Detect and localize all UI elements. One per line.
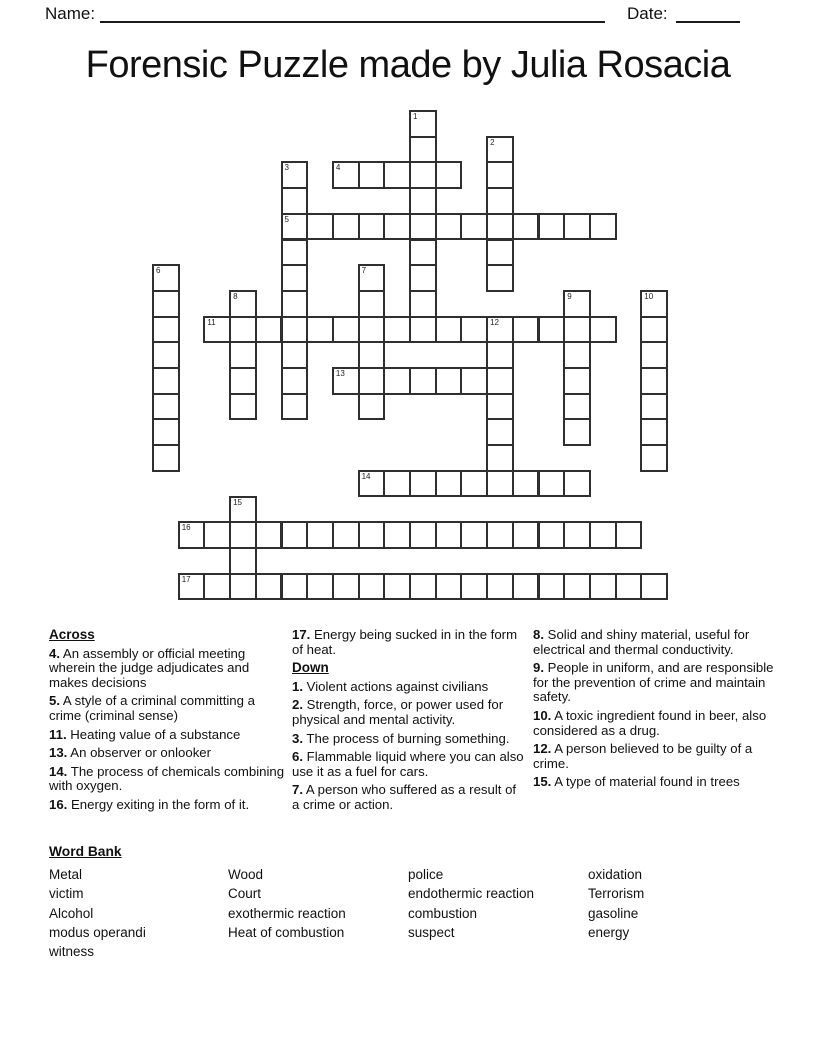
grid-cell[interactable] xyxy=(409,264,437,292)
clue-column xyxy=(533,628,779,794)
grid-cell[interactable] xyxy=(486,161,514,189)
grid-cell[interactable] xyxy=(563,573,591,601)
grid-cell[interactable] xyxy=(563,213,591,241)
grid-cell[interactable] xyxy=(486,367,514,395)
grid-cell[interactable] xyxy=(358,264,386,292)
grid-cell[interactable] xyxy=(563,393,591,421)
word-bank-item: combustion xyxy=(408,905,478,921)
word-bank-item: endothermic reaction xyxy=(408,886,535,902)
grid-cell[interactable] xyxy=(306,521,334,549)
grid-cell[interactable] xyxy=(409,187,437,215)
cell-number: 3 xyxy=(284,163,289,173)
clue-item: 13. An observer or onlooker xyxy=(49,745,212,761)
grid-cell[interactable] xyxy=(255,316,283,344)
word-bank-heading: Word Bank xyxy=(49,844,122,859)
cell-number: 10 xyxy=(644,291,654,301)
grid-cell[interactable] xyxy=(409,290,437,318)
grid-cell[interactable] xyxy=(460,470,488,498)
word-bank-item: Heat of combustion xyxy=(228,924,345,940)
grid-cell[interactable] xyxy=(435,521,463,549)
clue-number: 6. xyxy=(292,749,303,765)
clue-number: 10. xyxy=(533,707,552,723)
grid-cell[interactable] xyxy=(486,239,514,267)
grid-cell[interactable] xyxy=(358,521,386,549)
grid-cell[interactable] xyxy=(332,367,360,395)
clue-number: 8. xyxy=(533,627,544,642)
grid-cell[interactable] xyxy=(640,367,668,395)
grid-cell[interactable] xyxy=(563,470,591,498)
cell-number: 5 xyxy=(284,214,289,224)
grid-cell[interactable] xyxy=(589,521,617,549)
grid-cell[interactable] xyxy=(229,316,257,344)
grid-cell[interactable] xyxy=(640,393,668,421)
grid-cell[interactable] xyxy=(358,470,386,498)
clue-number: 12. xyxy=(533,741,552,757)
clue-number: 15. xyxy=(533,774,552,790)
grid-cell[interactable] xyxy=(152,444,180,472)
clue-item: 9. People in uniform, and are responsible for the prevention of crime and maintain safety. xyxy=(533,660,774,705)
grid-cell[interactable] xyxy=(152,367,180,395)
word-bank-item: victim xyxy=(49,886,84,902)
grid-cell[interactable] xyxy=(203,316,231,344)
cell-number: 1 xyxy=(413,112,418,121)
grid-cell[interactable] xyxy=(435,316,463,344)
grid-cell[interactable] xyxy=(306,573,334,601)
word-bank-item: Wood xyxy=(228,867,264,882)
grid-cell[interactable] xyxy=(383,521,411,549)
grid-cell[interactable] xyxy=(152,264,180,292)
grid-cell[interactable] xyxy=(229,367,257,395)
name-label: Name: xyxy=(45,4,96,23)
clue-item: 10. A toxic ingredient found in beer, also considered as a drug. xyxy=(533,707,767,738)
grid-cell[interactable] xyxy=(255,573,283,601)
grid-cell[interactable] xyxy=(383,470,411,498)
grid-cell[interactable] xyxy=(358,367,386,395)
grid-cell[interactable] xyxy=(152,341,180,369)
grid-cell[interactable] xyxy=(589,573,617,601)
cell-number: 9 xyxy=(567,291,572,301)
clue-number: 7. xyxy=(292,782,303,798)
grid-cell[interactable] xyxy=(332,213,360,241)
grid-cell[interactable] xyxy=(332,573,360,601)
grid-cell[interactable] xyxy=(538,213,566,241)
grid-cell[interactable] xyxy=(486,136,514,164)
grid-cell[interactable] xyxy=(358,393,386,421)
grid-cell[interactable] xyxy=(229,573,257,601)
grid-cell[interactable] xyxy=(332,521,360,549)
cell-number: 13 xyxy=(335,369,345,378)
grid-cell[interactable] xyxy=(281,521,309,549)
clue-number: 9. xyxy=(533,660,544,676)
grid-cell[interactable] xyxy=(589,213,617,241)
grid-cell[interactable] xyxy=(486,341,514,369)
cell-number: 17 xyxy=(181,574,191,584)
clue-number: 13. xyxy=(49,745,68,761)
grid-cell[interactable] xyxy=(486,521,514,549)
grid-cell[interactable] xyxy=(563,341,591,369)
word-bank-column xyxy=(228,865,408,961)
word-bank-item: Court xyxy=(228,886,262,902)
grid-cell[interactable] xyxy=(281,161,309,189)
date-label: Date: xyxy=(627,4,668,23)
grid-cell[interactable] xyxy=(460,316,488,344)
grid-cell[interactable] xyxy=(563,367,591,395)
grid-cell[interactable] xyxy=(538,470,566,498)
word-bank-item: exothermic reaction xyxy=(228,905,346,921)
grid-cell[interactable] xyxy=(306,213,334,241)
grid-cell[interactable] xyxy=(486,573,514,601)
grid-cell[interactable] xyxy=(383,161,411,189)
clue-item: 12. A person believed to be guilty of a crime. xyxy=(533,741,753,771)
grid-cell[interactable] xyxy=(589,316,617,344)
grid-cell[interactable] xyxy=(435,367,463,395)
grid-cell[interactable] xyxy=(178,521,206,549)
cell-number: 16 xyxy=(181,523,191,533)
grid-cell[interactable] xyxy=(640,444,668,472)
clue-item: 16. Energy exiting in the form of it. xyxy=(49,796,250,812)
grid-cell[interactable] xyxy=(435,161,463,189)
word-bank-item: police xyxy=(408,867,444,882)
grid-cell[interactable] xyxy=(358,341,386,369)
clue-number: 3. xyxy=(292,730,303,746)
grid-cell[interactable] xyxy=(460,573,488,601)
grid-cell[interactable] xyxy=(332,161,360,189)
word-bank-column xyxy=(408,865,588,961)
grid-cell[interactable] xyxy=(486,316,514,344)
grid-cell[interactable] xyxy=(229,393,257,421)
grid-cell[interactable] xyxy=(383,573,411,601)
grid-cell[interactable] xyxy=(383,213,411,241)
cell-number: 12 xyxy=(490,317,499,327)
grid-cell[interactable] xyxy=(563,290,591,318)
clue-item: 17. Energy being sucked in in the form of heat. xyxy=(292,627,518,657)
grid-cell[interactable] xyxy=(229,341,257,369)
word-bank xyxy=(49,844,779,961)
grid-cell[interactable] xyxy=(409,239,437,267)
grid-cell[interactable] xyxy=(409,367,437,395)
grid-cell[interactable] xyxy=(255,521,283,549)
grid-cell[interactable] xyxy=(512,316,540,344)
grid-cell[interactable] xyxy=(281,239,309,267)
grid-cell[interactable] xyxy=(615,521,643,549)
word-bank-item: Metal xyxy=(49,867,83,882)
grid-cell[interactable] xyxy=(640,341,668,369)
grid-cell[interactable] xyxy=(486,187,514,215)
grid-cell[interactable] xyxy=(486,418,514,446)
grid-cell[interactable] xyxy=(358,213,386,241)
grid-cell[interactable] xyxy=(563,316,591,344)
grid-cell[interactable] xyxy=(281,290,309,318)
grid-cell[interactable] xyxy=(538,316,566,344)
grid-cell[interactable] xyxy=(409,316,437,344)
grid-cell[interactable] xyxy=(435,573,463,601)
cell-number: 6 xyxy=(156,266,161,276)
word-bank-item: Alcohol xyxy=(49,905,94,921)
clue-list-heading: Across xyxy=(49,627,95,642)
clue-number: 5. xyxy=(49,693,60,709)
grid-cell[interactable] xyxy=(409,213,437,241)
clue-number: 16. xyxy=(49,796,68,812)
clue-item: 15. A type of material found in trees xyxy=(533,774,740,790)
grid-cell[interactable] xyxy=(512,521,540,549)
grid-cell[interactable] xyxy=(435,213,463,241)
grid-cell[interactable] xyxy=(358,290,386,318)
clue-number: 2. xyxy=(292,697,303,713)
grid-cell[interactable] xyxy=(460,213,488,241)
clue-number: 1. xyxy=(292,678,303,694)
grid-cell[interactable] xyxy=(460,521,488,549)
grid-cell[interactable] xyxy=(512,573,540,601)
grid-cell[interactable] xyxy=(281,264,309,292)
grid-cell[interactable] xyxy=(512,213,540,241)
grid-cell[interactable] xyxy=(409,161,437,189)
grid-cell[interactable] xyxy=(152,418,180,446)
page-title: Forensic Puzzle made by Julia Rosacia xyxy=(85,44,731,86)
grid-cell[interactable] xyxy=(281,341,309,369)
word-bank-item: witness xyxy=(49,944,95,960)
cell-number: 14 xyxy=(361,471,371,481)
grid-cell[interactable] xyxy=(409,521,437,549)
clue-item: 5. A style of a criminal committing a crime (criminal sense) xyxy=(49,693,255,723)
grid-cell[interactable] xyxy=(152,393,180,421)
clue-number: 4. xyxy=(49,645,60,661)
clue-item: 1. Violent actions against civilians xyxy=(292,678,489,694)
word-bank-item: suspect xyxy=(408,924,455,940)
clue-item: 4. An assembly or official meeting wherein the judge adjudicates and makes decisions xyxy=(49,645,250,690)
grid-cell[interactable] xyxy=(281,213,309,241)
grid-cell[interactable] xyxy=(538,573,566,601)
grid-cell[interactable] xyxy=(409,573,437,601)
grid-cell[interactable] xyxy=(486,213,514,241)
cell-number: 2 xyxy=(490,137,495,147)
grid-cell[interactable] xyxy=(563,521,591,549)
grid-cell[interactable] xyxy=(435,470,463,498)
cell-number: 15 xyxy=(233,497,242,507)
clue-list-heading: Down xyxy=(292,660,329,676)
word-bank-item: modus operandi xyxy=(49,924,146,940)
cell-number: 8 xyxy=(233,291,238,301)
grid-cell[interactable] xyxy=(512,470,540,498)
grid-cell[interactable] xyxy=(152,290,180,318)
grid-cell[interactable] xyxy=(281,393,309,421)
grid-cell[interactable] xyxy=(229,521,257,549)
grid-cell[interactable] xyxy=(203,521,231,549)
grid-cell[interactable] xyxy=(383,367,411,395)
word-bank-columns xyxy=(49,865,779,961)
grid-cell[interactable] xyxy=(409,136,437,164)
clue-item: 7. A person who suffered as a result of a crime or action. xyxy=(292,782,517,812)
clue-item: 8. Solid and shiny material, useful for electrical and thermal conductivity. xyxy=(533,627,750,657)
grid-cell[interactable] xyxy=(640,418,668,446)
word-bank-item: oxidation xyxy=(588,867,643,882)
grid-cell[interactable] xyxy=(229,290,257,318)
word-bank-item: gasoline xyxy=(588,905,639,921)
clue-number: 17. xyxy=(292,627,311,642)
grid-cell[interactable] xyxy=(306,316,334,344)
grid-cell[interactable] xyxy=(358,161,386,189)
grid-cell[interactable] xyxy=(203,573,231,601)
clue-item: 6. Flammable liquid where you can also use it as a fuel for cars. xyxy=(292,749,524,779)
grid-cell[interactable] xyxy=(358,573,386,601)
word-bank-column xyxy=(588,865,748,961)
word-bank-column xyxy=(49,865,228,961)
grid-cell[interactable] xyxy=(640,290,668,318)
grid-cell[interactable] xyxy=(281,316,309,344)
grid-cell[interactable] xyxy=(152,316,180,344)
grid-cell[interactable] xyxy=(460,367,488,395)
grid-cell[interactable] xyxy=(229,547,257,575)
clue-number: 14. xyxy=(49,763,68,779)
grid-cell[interactable] xyxy=(332,316,360,344)
grid-cell[interactable] xyxy=(640,573,668,601)
word-bank-item: energy xyxy=(588,924,630,940)
grid-cell[interactable] xyxy=(409,110,437,138)
clue-item: 14. The process of chemicals combining with oxygen. xyxy=(49,763,285,794)
cell-number: 4 xyxy=(335,163,341,173)
cell-number: 7 xyxy=(361,266,367,276)
grid-cell[interactable] xyxy=(486,393,514,421)
clue-item: 11. Heating value of a substance xyxy=(49,726,241,742)
cell-number: 11 xyxy=(207,317,216,327)
clue-column xyxy=(49,628,287,817)
grid-cell[interactable] xyxy=(281,187,309,215)
grid-cell[interactable] xyxy=(358,316,386,344)
grid-cell[interactable] xyxy=(486,444,514,472)
grid-cell[interactable] xyxy=(383,316,411,344)
grid-cell[interactable] xyxy=(640,316,668,344)
clue-column xyxy=(292,628,524,817)
grid-cell[interactable] xyxy=(486,264,514,292)
grid-cell[interactable] xyxy=(615,573,643,601)
grid-cell[interactable] xyxy=(538,521,566,549)
grid-cell[interactable] xyxy=(409,470,437,498)
clue-number: 11. xyxy=(49,726,67,742)
grid-cell[interactable] xyxy=(563,418,591,446)
word-bank-item: Terrorism xyxy=(588,886,645,902)
grid-cell[interactable] xyxy=(281,573,309,601)
clue-item: 3. The process of burning something. xyxy=(292,730,510,746)
grid-cell[interactable] xyxy=(178,573,206,601)
clue-item: 2. Strength, force, or power used for physical and mental activity. xyxy=(292,697,504,727)
grid-cell[interactable] xyxy=(229,496,257,524)
grid-cell[interactable] xyxy=(281,367,309,395)
grid-cell[interactable] xyxy=(486,470,514,498)
